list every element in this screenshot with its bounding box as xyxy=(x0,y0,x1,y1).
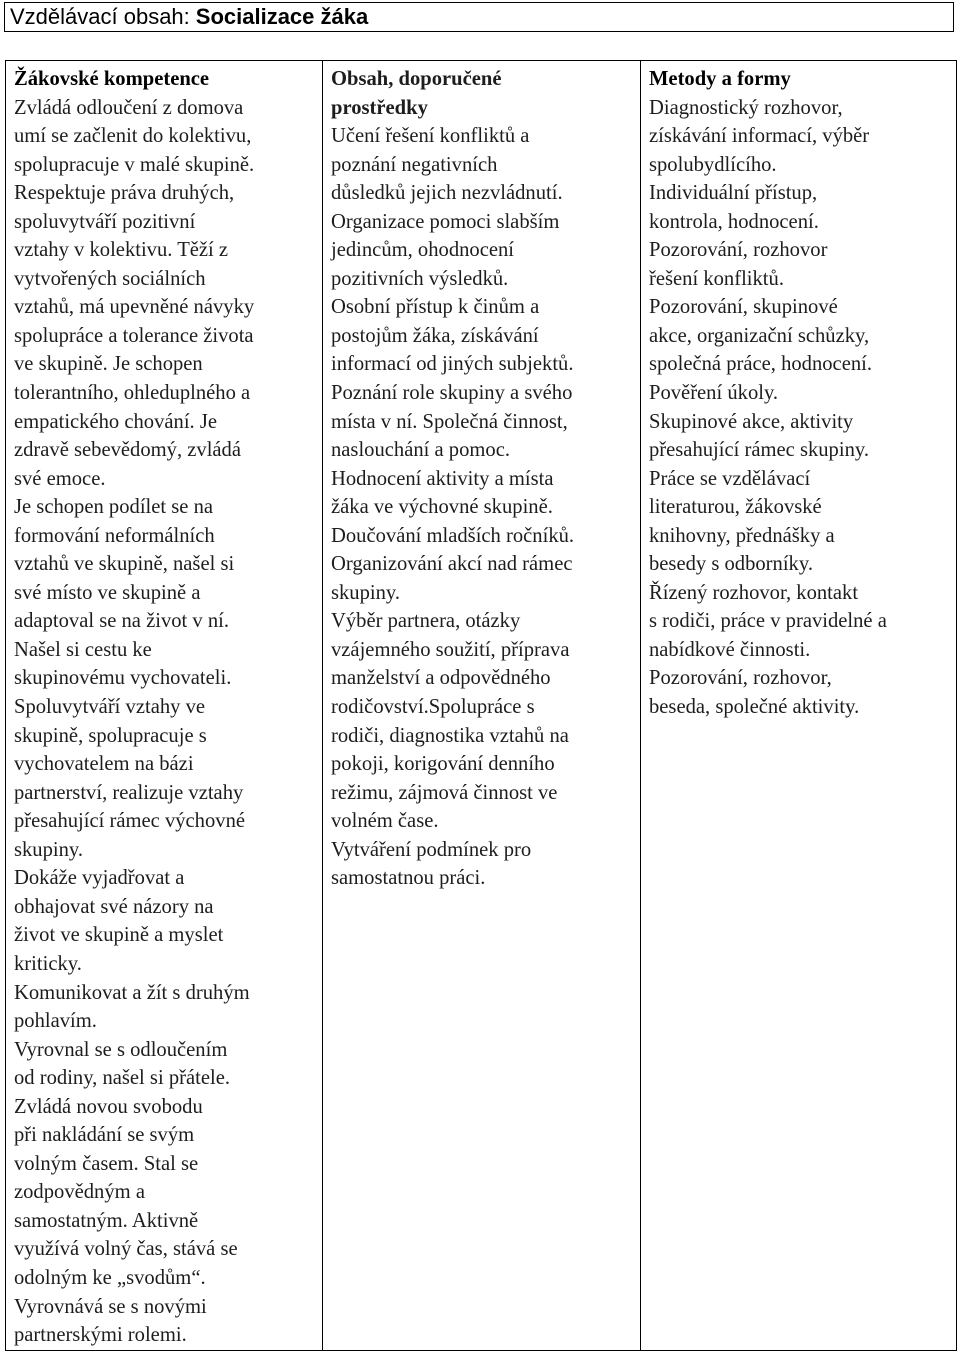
column-text-line: Vytváření podmínek pro xyxy=(331,838,532,861)
column-text-line: Pozorování, rozhovor xyxy=(649,239,828,262)
column-text-line: Organizování akcí nad rámec xyxy=(331,553,573,576)
column-text-line: empatického chování. Je xyxy=(14,410,218,433)
column-text-line: obhajovat své názory na xyxy=(14,895,214,918)
column-text-line: pozitivních výsledků. xyxy=(331,267,509,290)
column-text-line: Doučování mladších ročníků. xyxy=(331,524,575,547)
column-text-line: partnerství, realizuje vztahy xyxy=(14,781,244,804)
column-text-line: rodiči, diagnostika vztahů na xyxy=(331,724,569,747)
column-text-line: Dokáže vyjadřovat a xyxy=(14,867,185,890)
content-title-box xyxy=(4,2,954,32)
column-text-line: Skupinové akce, aktivity xyxy=(649,410,854,433)
column-text-line: řešení konfliktů. xyxy=(649,267,784,290)
column-text-line: informací od jiných subjektů. xyxy=(331,353,574,376)
column-text-line: žáka ve výchovné skupině. xyxy=(331,496,553,519)
column-text-line: Výběr partnera, otázky xyxy=(331,610,521,633)
column-text-line: beseda, společné aktivity. xyxy=(649,696,860,719)
column-text-line: s rodiči, práce v pravidelné a xyxy=(649,610,887,633)
column-text-line: samostatným. Aktivně xyxy=(14,1209,199,1232)
column-text-line: od rodiny, našel si přátele. xyxy=(14,1067,230,1090)
column-text-line: spolupráce a tolerance života xyxy=(14,324,254,347)
column-text-line: využívá volný čas, stává se xyxy=(14,1238,238,1261)
column-text-line: ve skupině. Je schopen xyxy=(14,353,203,376)
column-text-line: akce, organizační schůzky, xyxy=(649,324,870,347)
column-text-line: vztahy v kolektivu. Těží z xyxy=(14,239,229,262)
column-text-line: jedincům, ohodnocení xyxy=(331,239,515,262)
column-text-line: zdravě sebevědomý, zvládá xyxy=(14,439,241,462)
column-text-line: vychovatelem na bázi xyxy=(14,753,194,776)
column-text-line: skupiny. xyxy=(331,581,401,604)
column-text-line: Respektuje práva druhých, xyxy=(14,182,235,205)
table-row xyxy=(6,61,957,1351)
column-text-line: Vyrovnal se s odloučením xyxy=(14,1038,228,1061)
column-text-line: Spoluvytváří vztahy ve xyxy=(14,696,206,719)
content-label: Vzdělávací obsah: xyxy=(10,4,190,29)
column-text-line: Práce se vzdělávací xyxy=(649,467,811,490)
curriculum-table xyxy=(5,60,957,1351)
column-text-line: tolerantního, ohleduplného a xyxy=(14,382,251,405)
column-text-line: literaturou, žákovské xyxy=(649,496,822,519)
column-text-line: Osobní přístup k činům a xyxy=(331,296,540,319)
column-text-line: odolným ke „svodům“. xyxy=(14,1266,206,1289)
column-text-line: skupiny. xyxy=(14,838,84,861)
column-text-line: spolupracuje v malé skupině. xyxy=(14,153,255,176)
content-topic: Socializace žáka xyxy=(195,4,369,29)
content-column xyxy=(323,61,641,1351)
column-text-line: skupinovému vychovateli. xyxy=(14,667,232,690)
column-text-line: režimu, zájmová činnost ve xyxy=(331,781,558,804)
column-text-line: skupině, spolupracuje s xyxy=(14,724,207,747)
column-text-line: Organizace pomoci slabším xyxy=(331,210,560,233)
column-text-line: své emoce. xyxy=(14,467,106,490)
column-text-line: partnerskými rolemi. xyxy=(14,1324,187,1347)
column-text-line: společná práce, hodnocení. xyxy=(649,353,873,376)
column-text-line: důsledků jejich nezvládnutí. xyxy=(331,182,563,205)
column-text-line: Pozorování, skupinové xyxy=(649,296,838,319)
column-text-line: při nakládání se svým xyxy=(14,1124,195,1147)
column-text-line: vztahů ve skupině, našel si xyxy=(14,553,235,576)
column-heading-content-line: prostředky xyxy=(331,96,428,119)
column-text-line: umí se začlenit do kolektivu, xyxy=(14,125,252,148)
column-text-line: vytvořených sociálních xyxy=(14,267,206,290)
column-text-line: manželství a odpovědného xyxy=(331,667,551,690)
column-text-line: volným časem. Stal se xyxy=(14,1152,199,1175)
column-text-line: Pozorování, rozhovor, xyxy=(649,667,832,690)
column-text-line: rodičovství.Spolupráce s xyxy=(331,696,535,719)
column-text-line: pokoji, korigování denního xyxy=(331,753,555,776)
column-text-line: Řízený rozhovor, kontakt xyxy=(649,581,859,604)
column-text-line: knihovny, přednášky a xyxy=(649,524,835,547)
column-text-line: Vyrovnává se s novými xyxy=(14,1295,207,1318)
column-text-line: Poznání role skupiny a svého xyxy=(331,382,573,405)
column-text-line: spolubydlícího. xyxy=(649,153,777,176)
column-text-line: postojům žáka, získávání xyxy=(331,324,539,347)
column-text-line: Zvládá odloučení z domova xyxy=(14,96,244,119)
column-heading-competences: Žákovské kompetence xyxy=(14,68,210,90)
column-text-line: vzájemného soužití, příprava xyxy=(331,638,570,661)
column-text-line: Je schopen podílet se na xyxy=(14,496,214,519)
column-text-line: vztahů, má upevněné návyky xyxy=(14,296,255,319)
column-text-line: své místo ve skupině a xyxy=(14,581,201,604)
column-text-line: Učení řešení konfliktů a xyxy=(331,125,530,148)
column-text-line: spoluvytváří pozitivní xyxy=(14,210,196,233)
column-text-line: Individuální přístup, xyxy=(649,182,818,205)
column-text-line: zodpovědným a xyxy=(14,1181,145,1204)
column-text-line: Našel si cestu ke xyxy=(14,638,152,661)
column-text-line: kontrola, hodnocení. xyxy=(649,210,819,233)
column-text-line: Diagnostický rozhovor, xyxy=(649,96,843,119)
column-text-line: přesahující rámec skupiny. xyxy=(649,439,869,462)
column-heading-methods: Metody a formy xyxy=(649,68,791,90)
column-text-line: Pověření úkoly. xyxy=(649,382,779,405)
column-heading-content-line: Obsah, doporučené xyxy=(331,68,502,90)
column-text-line: poznání negativních xyxy=(331,153,498,176)
column-text-line: přesahující rámec výchovné xyxy=(14,810,246,833)
methods-column xyxy=(641,61,957,1351)
column-text-line: besedy s odborníky. xyxy=(649,553,813,576)
column-text-line: místa v ní. Společná činnost, xyxy=(331,410,568,433)
column-text-line: kriticky. xyxy=(14,952,82,975)
column-text-line: naslouchání a pomoc. xyxy=(331,439,510,462)
column-text-line: život ve skupině a myslet xyxy=(14,924,224,947)
competences-column xyxy=(6,61,323,1351)
column-text-line: Hodnocení aktivity a místa xyxy=(331,467,554,490)
column-text-line: Zvládá novou svobodu xyxy=(14,1095,203,1118)
column-text-line: formování neformálních xyxy=(14,524,215,547)
column-text-line: Komunikovat a žít s druhým xyxy=(14,981,250,1004)
column-text-line: adaptoval se na život v ní. xyxy=(14,610,230,633)
column-text-line: samostatnou práci. xyxy=(331,867,486,890)
column-text-line: získávání informací, výběr xyxy=(649,125,870,148)
column-text-line: volném čase. xyxy=(331,810,439,833)
column-text-line: pohlavím. xyxy=(14,1010,97,1033)
column-text-line: nabídkové činnosti. xyxy=(649,638,811,661)
